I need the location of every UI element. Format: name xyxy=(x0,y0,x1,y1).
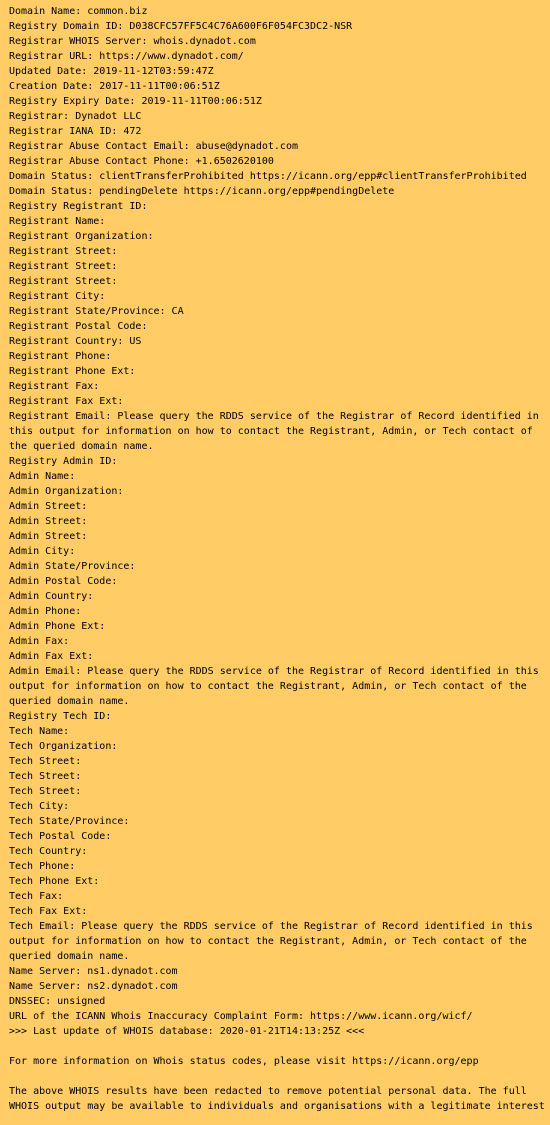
whois-line: Registry Expiry Date: 2019-11-11T00:06:51Z xyxy=(9,96,262,107)
whois-line: Creation Date: 2017-11-11T00:06:51Z xyxy=(9,81,220,92)
whois-line xyxy=(9,1069,549,1084)
whois-line: Registrar WHOIS Server: whois.dynadot.com xyxy=(9,36,256,47)
whois-line: Registrant Street: xyxy=(9,261,118,272)
whois-line: Registrant Fax Ext: xyxy=(9,396,124,407)
whois-line: Tech Country: xyxy=(9,846,88,857)
whois-line: Registrar Abuse Contact Phone: +1.6502620100 xyxy=(9,156,274,167)
whois-line: Admin Organization: xyxy=(9,486,124,497)
whois-line: Domain Status: clientTransferProhibited https://icann.org/epp#clientTransferProhibited xyxy=(9,171,527,182)
whois-line: Updated Date: 2019-11-12T03:59:47Z xyxy=(9,66,214,77)
whois-line: Domain Name: common.biz xyxy=(9,6,148,17)
whois-line: >>> Last update of WHOIS database: 2020-01-21T14:13:25Z <<< xyxy=(9,1026,365,1037)
whois-line: Registrant City: xyxy=(9,291,106,302)
whois-line: Admin Postal Code: xyxy=(9,576,118,587)
whois-line: Admin Email: Please query the RDDS service of the Registrar of Record identified in this output for information on how to contact the Registrant, Admin, or Tech contact of the queried domain name. xyxy=(9,666,545,707)
whois-line: Tech Street: xyxy=(9,786,82,797)
whois-line: Tech Street: xyxy=(9,771,82,782)
whois-line: Admin Street: xyxy=(9,531,88,542)
whois-line: Tech Fax: xyxy=(9,891,64,902)
whois-line: Registrant Email: Please query the RDDS service of the Registrar of Record identified in this output for information on how to contact the Registrant, Admin, or Tech contact of the queried domain name. xyxy=(9,411,545,452)
whois-line: Registrant Postal Code: xyxy=(9,321,148,332)
whois-line: Admin Street: xyxy=(9,516,88,527)
whois-line: Admin City: xyxy=(9,546,76,557)
whois-line: Tech Phone Ext: xyxy=(9,876,100,887)
whois-line: Registry Registrant ID: xyxy=(9,201,148,212)
whois-line: Registrant Phone Ext: xyxy=(9,366,136,377)
whois-line: Registrant State/Province: CA xyxy=(9,306,184,317)
whois-line: Registrar: Dynadot LLC xyxy=(9,111,142,122)
whois-line: DNSSEC: unsigned xyxy=(9,996,106,1007)
whois-line: Tech Name: xyxy=(9,726,70,737)
whois-line: Name Server: ns1.dynadot.com xyxy=(9,966,178,977)
whois-line: Registrant Country: US xyxy=(9,336,142,347)
whois-line: Tech Street: xyxy=(9,756,82,767)
whois-line: Admin Street: xyxy=(9,501,88,512)
whois-line: Admin Name: xyxy=(9,471,76,482)
whois-line: Admin Country: xyxy=(9,591,94,602)
whois-line: The above WHOIS results have been redacted to remove potential personal data. The full WHOIS output may be available to individuals and organisations with a legitimate interest xyxy=(9,1086,545,1112)
whois-line: Tech City: xyxy=(9,801,70,812)
whois-line: Tech Fax Ext: xyxy=(9,906,88,917)
whois-line: Registrar URL: https://www.dynadot.com/ xyxy=(9,51,244,62)
whois-line: Admin Fax Ext: xyxy=(9,651,94,662)
whois-line: Registrant Fax: xyxy=(9,381,100,392)
whois-line: Admin Phone Ext: xyxy=(9,621,106,632)
whois-line: Tech Postal Code: xyxy=(9,831,112,842)
whois-line: Registry Tech ID: xyxy=(9,711,112,722)
whois-line: Registrant Organization: xyxy=(9,231,154,242)
whois-line xyxy=(9,1039,549,1054)
whois-line: Registrant Street: xyxy=(9,276,118,287)
whois-line: Tech State/Province: xyxy=(9,816,130,827)
whois-line: Registry Domain ID: D038CFC57FF5C4C76A600F6F054FC3DC2-NSR xyxy=(9,21,353,32)
whois-line: Name Server: ns2.dynadot.com xyxy=(9,981,178,992)
whois-line: Admin Fax: xyxy=(9,636,70,647)
whois-line: Tech Organization: xyxy=(9,741,118,752)
whois-line: Registrar Abuse Contact Email: abuse@dynadot.com xyxy=(9,141,298,152)
whois-line: Domain Status: pendingDelete https://icann.org/epp#pendingDelete xyxy=(9,186,395,197)
whois-line: Registry Admin ID: xyxy=(9,456,118,467)
whois-line: Registrant Phone: xyxy=(9,351,112,362)
whois-line: Registrant Name: xyxy=(9,216,106,227)
whois-line: Admin State/Province: xyxy=(9,561,136,572)
whois-line: URL of the ICANN Whois Inaccuracy Complaint Form: https://www.icann.org/wicf/ xyxy=(9,1011,473,1022)
whois-line: Tech Phone: xyxy=(9,861,76,872)
whois-line: Tech Email: Please query the RDDS service of the Registrar of Record identified in this output for information on how to contact the Registrant, Admin, or Tech contact of the queried domain name. xyxy=(9,921,539,962)
whois-line: Admin Phone: xyxy=(9,606,82,617)
whois-record-text xyxy=(9,4,549,1114)
whois-line: Registrant Street: xyxy=(9,246,118,257)
whois-line: For more information on Whois status codes, please visit https://icann.org/epp xyxy=(9,1056,479,1067)
whois-line: Registrar IANA ID: 472 xyxy=(9,126,142,137)
